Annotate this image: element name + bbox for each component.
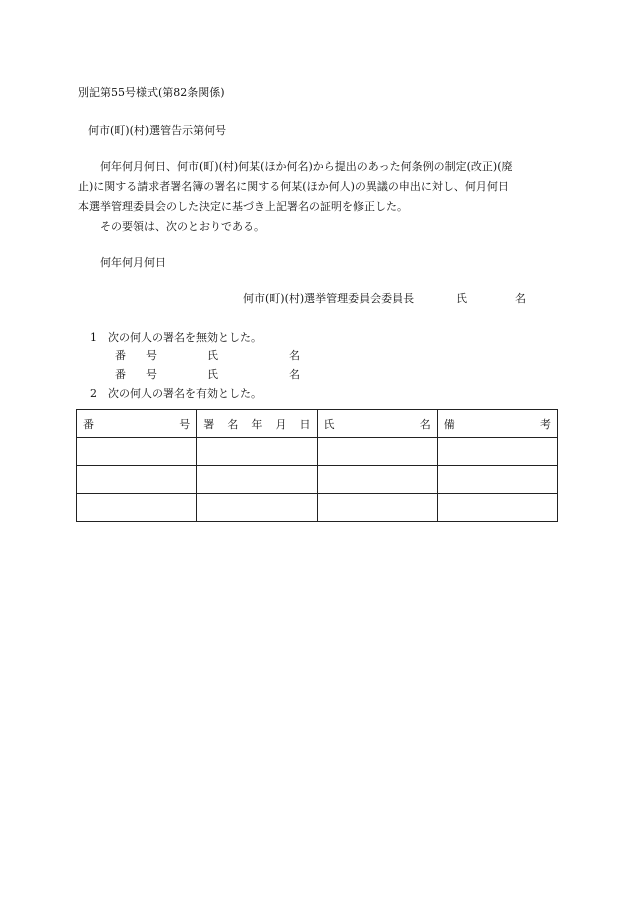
table-cell — [437, 438, 557, 466]
signatory-title: 何市(町)(村)選挙管理委員会委員長 — [243, 292, 415, 305]
name-char: 名 — [515, 292, 526, 305]
table-cell — [317, 494, 437, 522]
header-char: 日 — [299, 417, 311, 431]
number-field — [115, 349, 157, 363]
table-row — [77, 438, 558, 466]
header-char: 年 — [251, 417, 263, 431]
header-char: 名 — [419, 417, 431, 431]
header-char: 月 — [275, 417, 287, 431]
table-cell — [437, 494, 557, 522]
label-char: 号 — [146, 368, 157, 381]
form-label: 別記第55号様式(第82条関係) — [78, 86, 225, 99]
label-char: 氏 — [207, 368, 218, 381]
label-char: 番 — [115, 368, 126, 381]
number-field — [115, 368, 157, 382]
table-cell — [77, 494, 197, 522]
header-char: 名 — [227, 417, 239, 431]
body-line: 止)に関する請求者署名簿の署名に関する何某(ほか何人)の異議の申出に対し、何月何日 — [78, 180, 509, 193]
label-char: 名 — [289, 368, 300, 381]
section1-heading: 1 次の何人の署名を無効とした。 — [90, 331, 262, 344]
table-cell — [197, 466, 317, 494]
table-header-row — [77, 410, 558, 438]
header-number — [77, 410, 197, 438]
header-signature-date — [197, 410, 317, 438]
label-char: 番 — [115, 349, 126, 362]
name-char: 氏 — [456, 292, 467, 305]
name-field — [207, 349, 300, 363]
table-cell — [317, 438, 437, 466]
table-cell — [77, 466, 197, 494]
header-remarks — [437, 410, 557, 438]
body-line: 本選挙管理委員会のした決定に基づき上記署名の証明を修正した。 — [78, 200, 408, 213]
header-char: 署 — [203, 417, 215, 431]
header-char: 番 — [83, 417, 94, 431]
label-char: 氏 — [207, 349, 218, 362]
header-char: 氏 — [323, 417, 335, 431]
section2-heading: 2 次の何人の署名を有効とした。 — [90, 387, 262, 400]
signatory-name — [456, 292, 526, 306]
notice-number: 何市(町)(村)選管告示第何号 — [88, 124, 227, 137]
label-char: 名 — [289, 349, 300, 362]
notice-date: 何年何月何日 — [100, 256, 166, 269]
table-row — [77, 466, 558, 494]
header-name — [317, 410, 437, 438]
header-char: 号 — [179, 417, 191, 431]
body-line: その要領は、次のとおりである。 — [100, 220, 265, 233]
table-cell — [197, 438, 317, 466]
name-field — [207, 368, 300, 382]
signature-table — [76, 409, 558, 522]
label-char: 号 — [146, 349, 157, 362]
table-row — [77, 494, 558, 522]
table-cell — [437, 466, 557, 494]
body-paragraph — [78, 157, 562, 237]
header-char: 備 — [443, 417, 455, 431]
table-cell — [77, 438, 197, 466]
table-cell — [317, 466, 437, 494]
header-char: 考 — [540, 417, 551, 431]
body-line: 何年何月何日、何市(町)(村)何某(ほか何名)から提出のあった何条例の制定(改正)(廃 — [100, 160, 513, 173]
table-cell — [197, 494, 317, 522]
